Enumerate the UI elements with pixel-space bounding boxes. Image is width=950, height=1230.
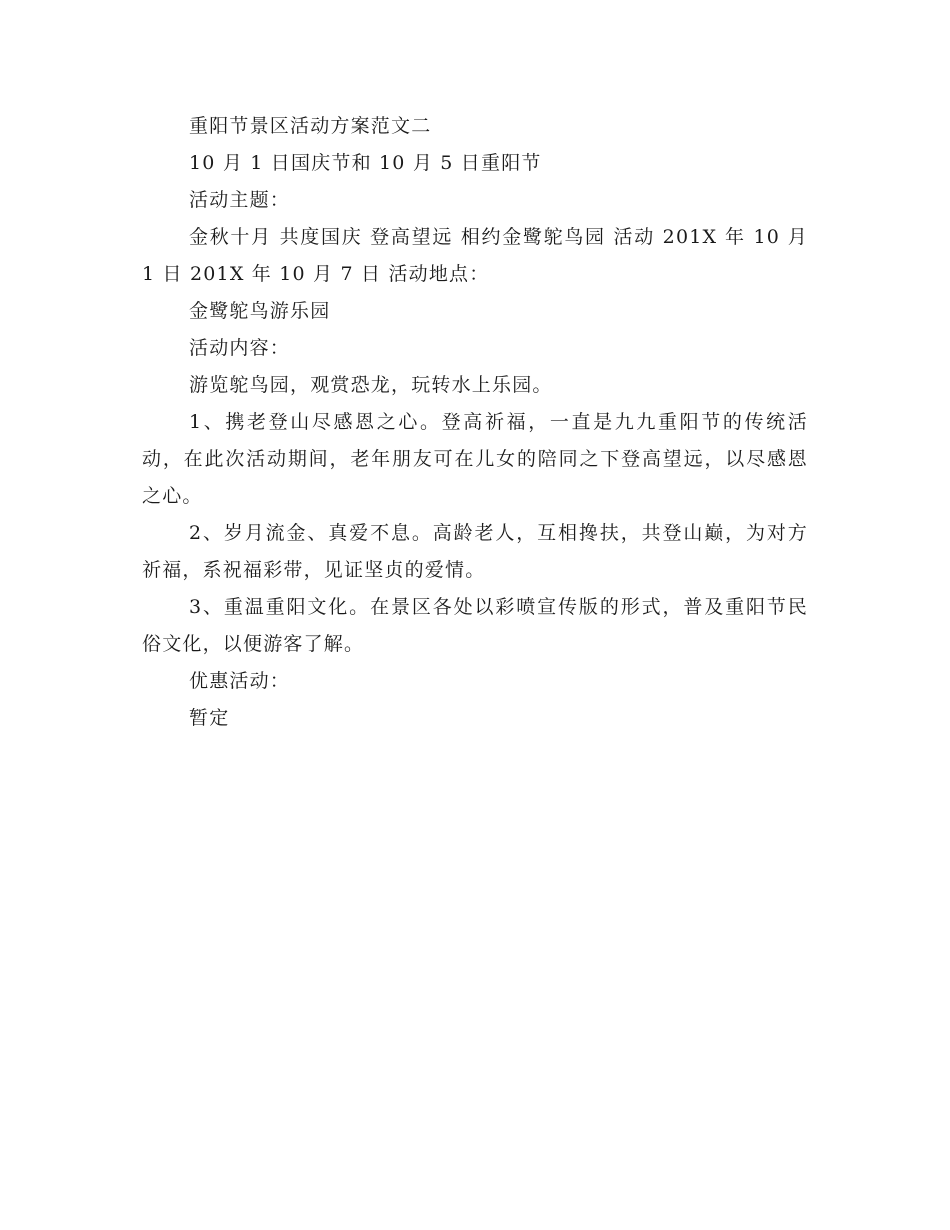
theme-paragraph: 金秋十月 共度国庆 登高望远 相约金鹭鸵鸟园 活动 201X 年 10 月 1 日 201X 年 10 月 7 日 活动地点： [142,226,808,285]
discount-heading: 优惠活动： [189,670,291,692]
location-paragraph: 金鹭鸵鸟游乐园 [189,300,331,322]
content-heading: 活动内容： [189,337,291,359]
content-item-2: 2、岁月流金、真爱不息。高龄老人，互相搀扶，共登山巅，为对方祈福，系祝福彩带，见证坚贞的爱情。 [142,522,808,581]
discount-paragraph: 暂定 [189,707,230,729]
content-summary: 游览鸵鸟园，观赏恐龙，玩转水上乐园。 [189,374,553,396]
event-dates-line: 10 月 1 日国庆节和 10 月 5 日重阳节 [189,152,542,174]
document-body [142,108,808,737]
content-item-1: 1、携老登山尽感恩之心。登高祈福，一直是九九重阳节的传统活动，在此次活动期间，老年朋友可在儿女的陪同之下登高望远，以尽感恩之心。 [142,411,808,507]
content-item-3: 3、重温重阳文化。在景区各处以彩喷宣传版的形式，普及重阳节民俗文化，以便游客了解。 [142,596,808,655]
theme-heading: 活动主题： [189,189,291,211]
document-title: 重阳节景区活动方案范文二 [189,115,432,137]
